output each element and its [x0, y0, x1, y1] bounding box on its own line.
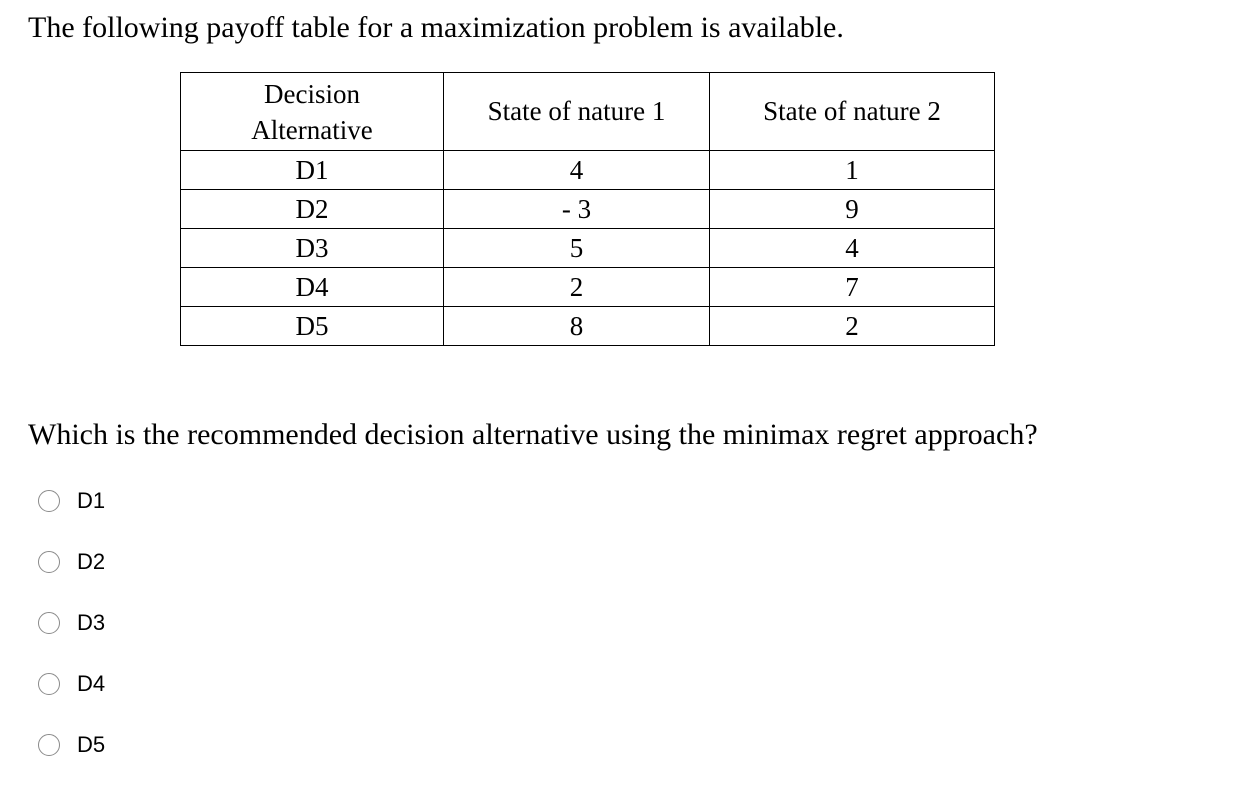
cell-state1: 5 [444, 229, 710, 268]
cell-state2: 7 [710, 268, 995, 307]
cell-alternative: D4 [181, 268, 444, 307]
cell-alternative: D1 [181, 151, 444, 190]
radio-button[interactable] [38, 734, 60, 756]
cell-state2: 4 [710, 229, 995, 268]
option-label: D3 [77, 610, 106, 635]
cell-state2: 2 [710, 307, 995, 346]
option-label: D5 [77, 732, 106, 757]
cell-state1: 8 [444, 307, 710, 346]
cell-state1: 4 [444, 151, 710, 190]
table-header-row [181, 73, 995, 151]
table-row [181, 307, 995, 346]
cell-alternative: D2 [181, 190, 444, 229]
payoff-table [180, 72, 995, 346]
cell-state2: 1 [710, 151, 995, 190]
table-row [181, 190, 995, 229]
option-d4[interactable] [38, 665, 105, 703]
radio-button[interactable] [38, 673, 60, 695]
cell-state1: - 3 [444, 190, 710, 229]
header-alternative-line1: Decision [264, 78, 360, 109]
question-text: Which is the recommended decision alternative using the minimax regret approach? [28, 418, 1038, 451]
header-state-of-nature-1: State of nature 1 [444, 73, 710, 151]
radio-button[interactable] [38, 612, 60, 634]
radio-button[interactable] [38, 490, 60, 512]
cell-alternative: D3 [181, 229, 444, 268]
option-label: D4 [77, 671, 106, 696]
cell-state2: 9 [710, 190, 995, 229]
radio-button[interactable] [38, 551, 60, 573]
table-row [181, 151, 995, 190]
cell-alternative: D5 [181, 307, 444, 346]
answer-options [38, 482, 105, 787]
intro-text: The following payoff table for a maximization problem is available. [28, 11, 844, 44]
header-state-of-nature-2: State of nature 2 [710, 73, 995, 151]
cell-state1: 2 [444, 268, 710, 307]
header-alternative-line2: Alternative [251, 114, 373, 145]
option-d2[interactable] [38, 543, 105, 581]
option-d5[interactable] [38, 726, 105, 764]
option-d1[interactable] [38, 482, 105, 520]
table-row [181, 268, 995, 307]
table-row [181, 229, 995, 268]
option-d3[interactable] [38, 604, 105, 642]
option-label: D2 [77, 549, 106, 574]
option-label: D1 [77, 488, 106, 513]
header-decision-alternative [181, 73, 444, 151]
